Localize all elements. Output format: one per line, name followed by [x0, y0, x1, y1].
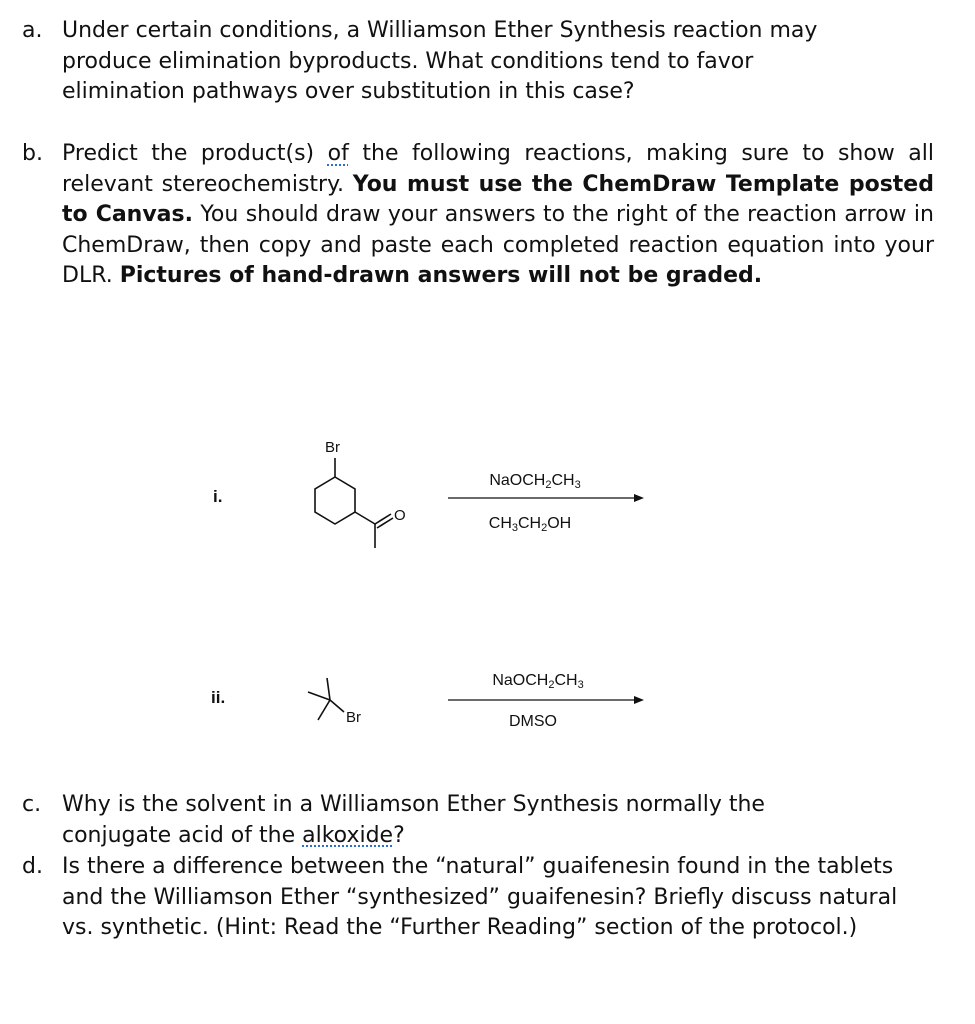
reaction-ii-label: ii. — [211, 688, 226, 707]
question-c-label: c. — [22, 792, 42, 817]
reaction-ii-arrow — [448, 694, 648, 706]
reaction-i-br: Br — [325, 439, 340, 456]
reaction-ii-reagent-top: $NaOCH_2CH_3$ — [492, 672, 584, 691]
question-b-text-1: Predict the product(s) — [62, 141, 315, 166]
reaction-i-label: i. — [213, 487, 223, 506]
question-b-bold-1: You must use the ChemDraw Template posted to Canvas. — [62, 171, 934, 227]
reaction-i-reagent-bottom: $CH_3CH_2OH$ — [488, 515, 572, 534]
question-a — [22, 16, 902, 108]
question-d — [22, 852, 922, 944]
question-b — [22, 139, 934, 292]
question-b-text — [62, 139, 934, 292]
question-a-text: Under certain conditions, a Williamson Ether Synthesis reaction may produce elimination byproducts. What conditions tend to favor elimination pathways over substitution in this case? — [62, 18, 818, 104]
question-c-alkoxide: alkoxide — [302, 822, 394, 848]
reaction-ii-br: Br — [346, 709, 361, 726]
reaction-ii-structure — [300, 668, 380, 738]
question-d-label: d. — [22, 854, 43, 879]
question-b-bold-2: Pictures of hand-drawn answers will not be graded. — [119, 263, 763, 288]
question-a-label: a. — [22, 18, 43, 43]
reaction-i-reagent-top: $NaOCH_2CH_3$ — [489, 472, 581, 491]
question-c-text: Why is the solvent in a Williamson Ether Synthesis normally the conjugate acid of the alkoxide? — [62, 792, 765, 848]
reaction-i-structure — [295, 432, 445, 572]
reaction-i-arrow — [448, 492, 648, 504]
question-c — [22, 790, 902, 851]
question-d-text: Is there a difference between the “natural” guaifenesin found in the tablets and the Williamson Ether “synthesized” guaifenesin? Briefly discuss natural vs. synthetic. (Hint: Read the “Further Reading” section of the protocol.) — [62, 854, 898, 940]
question-b-label: b. — [22, 141, 43, 166]
question-b-of: of — [327, 141, 349, 166]
reaction-ii-reagent-bottom: DMSO — [509, 713, 557, 730]
reaction-i-oxygen: O — [394, 507, 406, 524]
question-b-text-3: You should draw your answers to the right of the reaction arrow in ChemDraw, then copy and paste each completed reaction equation into your DLR. — [62, 202, 934, 288]
question-b-text-2: the following reactions, making sure to show all relevant stereochemistry. — [62, 141, 935, 197]
